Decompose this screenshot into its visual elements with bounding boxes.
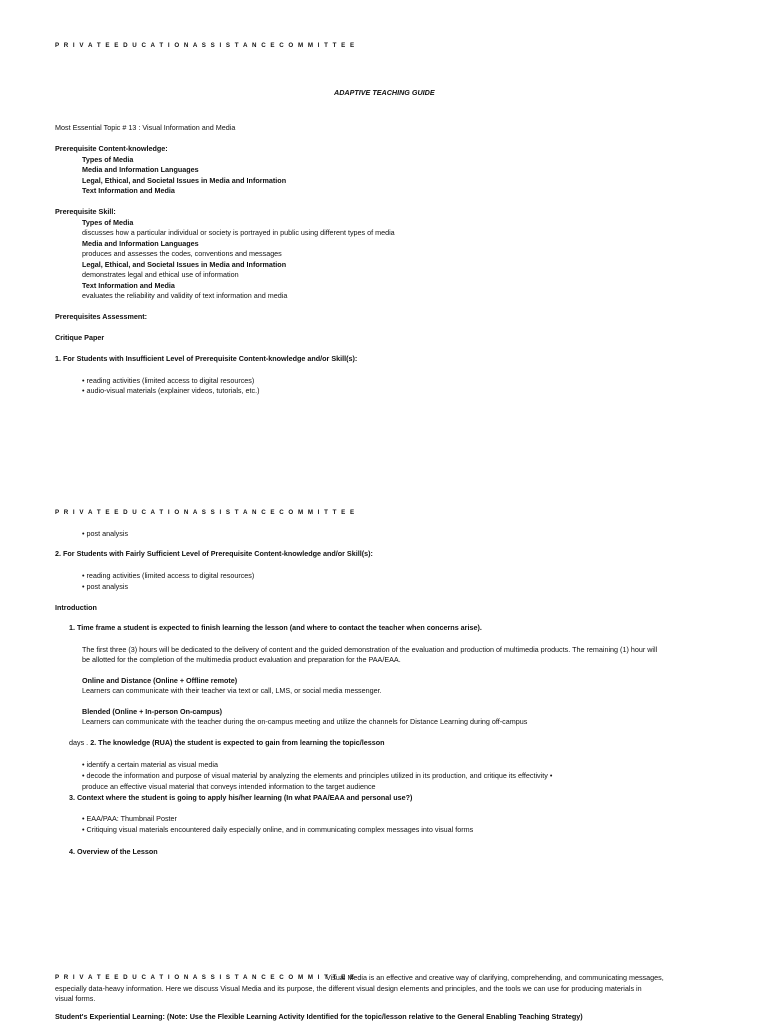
section2-item: • post analysis (82, 582, 129, 591)
critique-paper-label: Critique Paper (55, 333, 105, 342)
timeframe-paragraph: The first three (3) hours will be dedicated to the delivery of content and the guided demonstration of the evaluation and production of multimedia products. The remaining (1) hour will (82, 645, 658, 654)
prereq-content-item: Types of Media (82, 155, 134, 164)
prereq-skill-topic: Types of Media (82, 218, 134, 227)
knowledge-item: produce an effective visual material that conveys intended information to the target audience (82, 782, 376, 791)
knowledge-line (69, 739, 385, 748)
section1-item: • audio-visual materials (explainer videos, tutorials, etc.) (82, 386, 260, 395)
prereq-skill-text: produces and assesses the codes, conventions and messages (82, 249, 282, 258)
post-analysis-item: • post analysis (82, 529, 129, 538)
committee-header: P R I V A T E E D U C A T I O N A S S I S T A N C E C O M M I T T E E (55, 974, 356, 981)
prereq-skill-text: evaluates the reliability and validity of text information and media (82, 291, 288, 300)
prereq-skill-heading: Prerequisite Skill: (55, 207, 116, 216)
overview-heading: 4. Overview of the Lesson (69, 847, 158, 856)
committee-header: P R I V A T E E D U C A T I O N A S S I S T A N C E C O M M I T T E E (55, 509, 356, 516)
blended-heading: Blended (Online + In-person On-campus) (82, 707, 222, 716)
section2-item: • reading activities (limited access to digital resources) (82, 571, 255, 580)
committee-header: P R I V A T E E D U C A T I O N A S S I S T A N C E C O M M I T T E E (55, 42, 356, 49)
context-item: • Critiquing visual materials encountered daily especially online, and in communicating complex messages into visual forms (82, 825, 474, 834)
topic-line: Most Essential Topic # 13 : Visual Information and Media (55, 123, 236, 132)
overview-text: visual forms. (55, 994, 96, 1003)
blended-text: Learners can communicate with the teacher during the on-campus meeting and utilize the channels for Distance Learning during off-campus (82, 717, 528, 726)
prereq-skill-topic: Text Information and Media (82, 281, 175, 290)
days-text: days . (69, 738, 89, 747)
introduction-heading: Introduction (55, 603, 97, 612)
experiential-heading: Student's Experiential Learning: (Note: Use the Flexible Learning Activity Identified for the topic/lesson relative to the General Enabling Teaching Strategy) (55, 1012, 583, 1021)
prereq-content-item: Text Information and Media (82, 186, 175, 195)
knowledge-item: • identify a certain material as visual media (82, 760, 218, 769)
knowledge-item: • decode the information and purpose of visual material by analyzing the elements and principles utilized in its production, and critique its effectivity • (82, 771, 553, 780)
document-title: ADAPTIVE TEACHING GUIDE (334, 88, 435, 97)
prereq-skill-topic: Media and Information Languages (82, 239, 199, 248)
online-heading: Online and Distance (Online + Offline remote) (82, 676, 238, 685)
timeframe-heading: 1. Time frame a student is expected to finish learning the lesson (and where to contact the teacher when concerns arise). (69, 623, 482, 632)
prereq-skill-text: discusses how a particular individual or society is portrayed in public using different types of media (82, 228, 395, 237)
prereq-content-heading: Prerequisite Content-knowledge: (55, 144, 168, 153)
prereq-skill-topic: Legal, Ethical, and Societal Issues in Media and Information (82, 260, 287, 269)
timeframe-paragraph: be allotted for the completion of the multimedia product evaluation and preparation for the PAA/EAA. (82, 655, 401, 664)
section1-heading: 1. For Students with Insufficient Level of Prerequisite Content-knowledge and/or Skill(s): (55, 354, 358, 363)
online-text: Learners can communicate with their teacher via text or call, LMS, or social media messenger. (82, 686, 382, 695)
prereq-assessment-heading: Prerequisites Assessment: (55, 312, 148, 321)
context-item: • EAA/PAA: Thumbnail Poster (82, 814, 177, 823)
prereq-content-item: Media and Information Languages (82, 165, 199, 174)
knowledge-heading: 2. The knowledge (RUA) the student is expected to gain from learning the topic/lesson (90, 738, 385, 747)
section1-item: • reading activities (limited access to digital resources) (82, 376, 255, 385)
overview-text: Visual Media is an effective and creative way of clarifying, comprehending, and communicating messages, (326, 973, 664, 982)
prereq-skill-text: demonstrates legal and ethical use of information (82, 270, 239, 279)
section2-heading: 2. For Students with Fairly Sufficient Level of Prerequisite Content-knowledge and/or Skill(s): (55, 549, 373, 558)
overview-text: especially data-heavy information. Here we discuss Visual Media and its purpose, the different visual design elements and principles, and the tools we can use for producing materials in (55, 984, 642, 993)
prereq-content-item: Legal, Ethical, and Societal Issues in Media and Information (82, 176, 287, 185)
context-heading: 3. Context where the student is going to apply his/her learning (In what PAA/EAA and personal use?) (69, 793, 413, 802)
